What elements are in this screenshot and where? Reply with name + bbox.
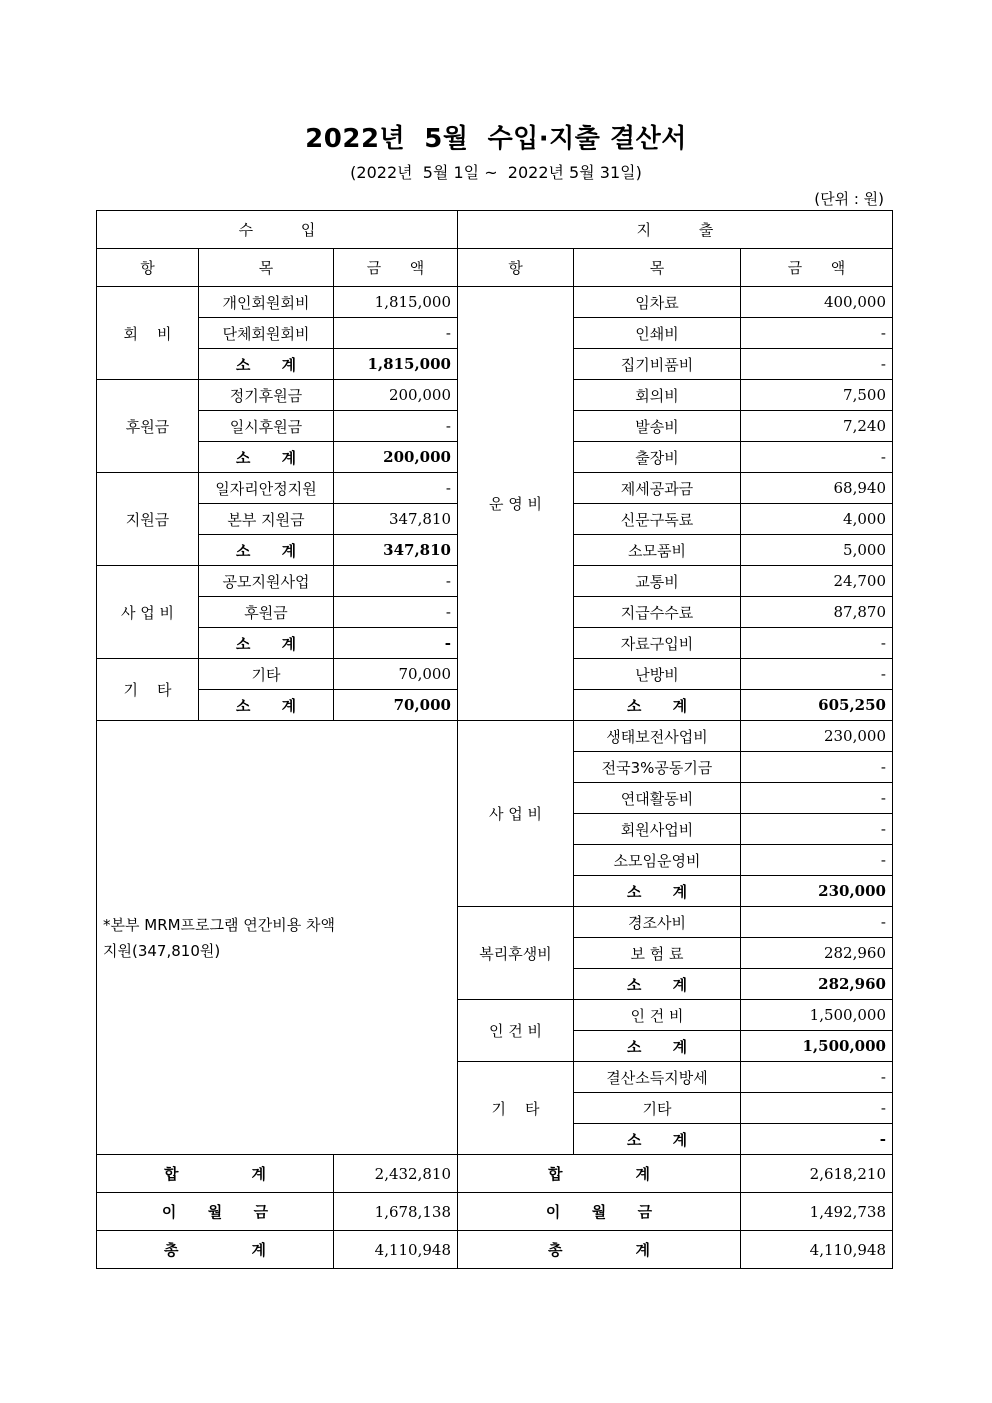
expense-item-amount: - — [741, 814, 893, 845]
expense-item-amount: - — [741, 349, 893, 380]
expense-item-amount: - — [741, 907, 893, 938]
expense-grand-label: 총 계 — [458, 1231, 741, 1269]
income-mok-header: 목 — [199, 249, 334, 287]
income-item-amount: - — [334, 411, 458, 442]
expense-item-amount: 87,870 — [741, 597, 893, 628]
expense-item-amount: 400,000 — [741, 287, 893, 318]
expense-category-welfare: 복리후생비 — [458, 907, 574, 1000]
income-sum-label: 합 계 — [97, 1155, 334, 1193]
expense-mok-header: 목 — [574, 249, 741, 287]
income-item-amount: - — [334, 566, 458, 597]
expense-item-label: 기타 — [574, 1093, 741, 1124]
expense-item-amount: - — [741, 318, 893, 349]
income-category-donation: 후원금 — [97, 380, 199, 473]
expense-item-label: 보 험 료 — [574, 938, 741, 969]
expense-item-amount: 5,000 — [741, 535, 893, 566]
expense-subtotal-amount: - — [741, 1124, 893, 1155]
expense-item-amount: 282,960 — [741, 938, 893, 969]
expense-item-label: 소모품비 — [574, 535, 741, 566]
expense-item-amount: 4,000 — [741, 504, 893, 535]
expense-subtotal-label: 소 계 — [574, 876, 741, 907]
income-item-label: 본부 지원금 — [199, 504, 334, 535]
unit-label: (단위 : 원) — [814, 190, 884, 208]
expense-subtotal-amount: 605,250 — [741, 690, 893, 721]
expense-item-amount: - — [741, 1093, 893, 1124]
income-item-label: 기타 — [199, 659, 334, 690]
expense-item-amount: - — [741, 845, 893, 876]
expense-item-label: 생태보전사업비 — [574, 721, 741, 752]
expense-item-amount: - — [741, 659, 893, 690]
income-item-amount: - — [334, 318, 458, 349]
expense-item-amount: 230,000 — [741, 721, 893, 752]
expense-item-label: 난방비 — [574, 659, 741, 690]
expense-item-label: 경조사비 — [574, 907, 741, 938]
expense-item-label: 인 건 비 — [574, 1000, 741, 1031]
expense-item-amount: 24,700 — [741, 566, 893, 597]
income-item-label: 후원금 — [199, 597, 334, 628]
expense-item-label: 임차료 — [574, 287, 741, 318]
expense-item-label: 지급수수료 — [574, 597, 741, 628]
income-item-amount: 1,815,000 — [334, 287, 458, 318]
expense-carry-amount: 1,492,738 — [741, 1193, 893, 1231]
expense-item-label: 소모임운영비 — [574, 845, 741, 876]
expense-item-amount: 1,500,000 — [741, 1000, 893, 1031]
income-grand-label: 총 계 — [97, 1231, 334, 1269]
income-subtotal-amount: 200,000 — [334, 442, 458, 473]
page-title: 2022년 5월 수입·지출 결산서 — [305, 124, 687, 154]
expense-item-amount: - — [741, 442, 893, 473]
income-subtotal-label: 소 계 — [199, 442, 334, 473]
income-note-line2: 지원(347,810원) — [103, 941, 221, 960]
expense-category-other: 기 타 — [458, 1062, 574, 1155]
income-subtotal-label: 소 계 — [199, 628, 334, 659]
expense-item-label: 제세공과금 — [574, 473, 741, 504]
expense-hang-header: 항 — [458, 249, 574, 287]
expense-header: 지 출 — [458, 211, 893, 249]
expense-item-amount: - — [741, 628, 893, 659]
expense-item-label: 신문구독료 — [574, 504, 741, 535]
income-category-business: 사 업 비 — [97, 566, 199, 659]
income-header: 수 입 — [97, 211, 458, 249]
income-note — [97, 721, 458, 1155]
income-subtotal-amount: 347,810 — [334, 535, 458, 566]
income-item-amount: 70,000 — [334, 659, 458, 690]
expense-sum-label: 합 계 — [458, 1155, 741, 1193]
expense-item-amount: - — [741, 783, 893, 814]
income-item-label: 일자리안정지원 — [199, 473, 334, 504]
expense-item-amount: 7,240 — [741, 411, 893, 442]
settlement-table — [96, 210, 893, 1269]
income-category-support: 지원금 — [97, 473, 199, 566]
income-subtotal-amount: 70,000 — [334, 690, 458, 721]
income-item-amount: - — [334, 473, 458, 504]
income-item-amount: 200,000 — [334, 380, 458, 411]
income-item-amount: 347,810 — [334, 504, 458, 535]
income-item-label: 개인회원회비 — [199, 287, 334, 318]
income-subtotal-amount: - — [334, 628, 458, 659]
income-subtotal-label: 소 계 — [199, 690, 334, 721]
income-carry-label: 이 월 금 — [97, 1193, 334, 1231]
expense-item-label: 회원사업비 — [574, 814, 741, 845]
income-subtotal-label: 소 계 — [199, 535, 334, 566]
income-item-label: 일시후원금 — [199, 411, 334, 442]
expense-item-label: 교통비 — [574, 566, 741, 597]
expense-subtotal-amount: 1,500,000 — [741, 1031, 893, 1062]
expense-category-personnel: 인 건 비 — [458, 1000, 574, 1062]
expense-category-business: 사 업 비 — [458, 721, 574, 907]
expense-item-label: 전국3%공동기금 — [574, 752, 741, 783]
expense-item-label: 집기비품비 — [574, 349, 741, 380]
income-subtotal-label: 소 계 — [199, 349, 334, 380]
income-sum-amount: 2,432,810 — [334, 1155, 458, 1193]
expense-item-amount: - — [741, 752, 893, 783]
expense-item-label: 인쇄비 — [574, 318, 741, 349]
expense-item-label: 연대활동비 — [574, 783, 741, 814]
expense-subtotal-label: 소 계 — [574, 690, 741, 721]
income-category-membership: 회 비 — [97, 287, 199, 380]
income-grand-amount: 4,110,948 — [334, 1231, 458, 1269]
expense-item-label: 자료구입비 — [574, 628, 741, 659]
income-item-label: 공모지원사업 — [199, 566, 334, 597]
expense-subtotal-label: 소 계 — [574, 1031, 741, 1062]
income-item-amount: - — [334, 597, 458, 628]
income-item-label: 정기후원금 — [199, 380, 334, 411]
report-period: (2022년 5월 1일 ~ 2022년 5월 31일) — [350, 163, 642, 182]
expense-subtotal-label: 소 계 — [574, 1124, 741, 1155]
income-item-label: 단체회원회비 — [199, 318, 334, 349]
expense-item-label: 발송비 — [574, 411, 741, 442]
expense-carry-label: 이 월 금 — [458, 1193, 741, 1231]
expense-grand-amount: 4,110,948 — [741, 1231, 893, 1269]
expense-item-amount: 7,500 — [741, 380, 893, 411]
expense-item-label: 회의비 — [574, 380, 741, 411]
income-subtotal-amount: 1,815,000 — [334, 349, 458, 380]
expense-subtotal-amount: 230,000 — [741, 876, 893, 907]
income-note-line1: *본부 MRM프로그램 연간비용 차액 — [103, 915, 335, 934]
income-hang-header: 항 — [97, 249, 199, 287]
expense-amount-header: 금 액 — [741, 249, 893, 287]
expense-item-amount: - — [741, 1062, 893, 1093]
expense-category-operation: 운 영 비 — [458, 287, 574, 721]
expense-item-label: 결산소득지방세 — [574, 1062, 741, 1093]
expense-sum-amount: 2,618,210 — [741, 1155, 893, 1193]
expense-item-label: 출장비 — [574, 442, 741, 473]
expense-subtotal-amount: 282,960 — [741, 969, 893, 1000]
income-carry-amount: 1,678,138 — [334, 1193, 458, 1231]
expense-subtotal-label: 소 계 — [574, 969, 741, 1000]
expense-item-amount: 68,940 — [741, 473, 893, 504]
income-amount-header: 금 액 — [334, 249, 458, 287]
income-category-other: 기 타 — [97, 659, 199, 721]
